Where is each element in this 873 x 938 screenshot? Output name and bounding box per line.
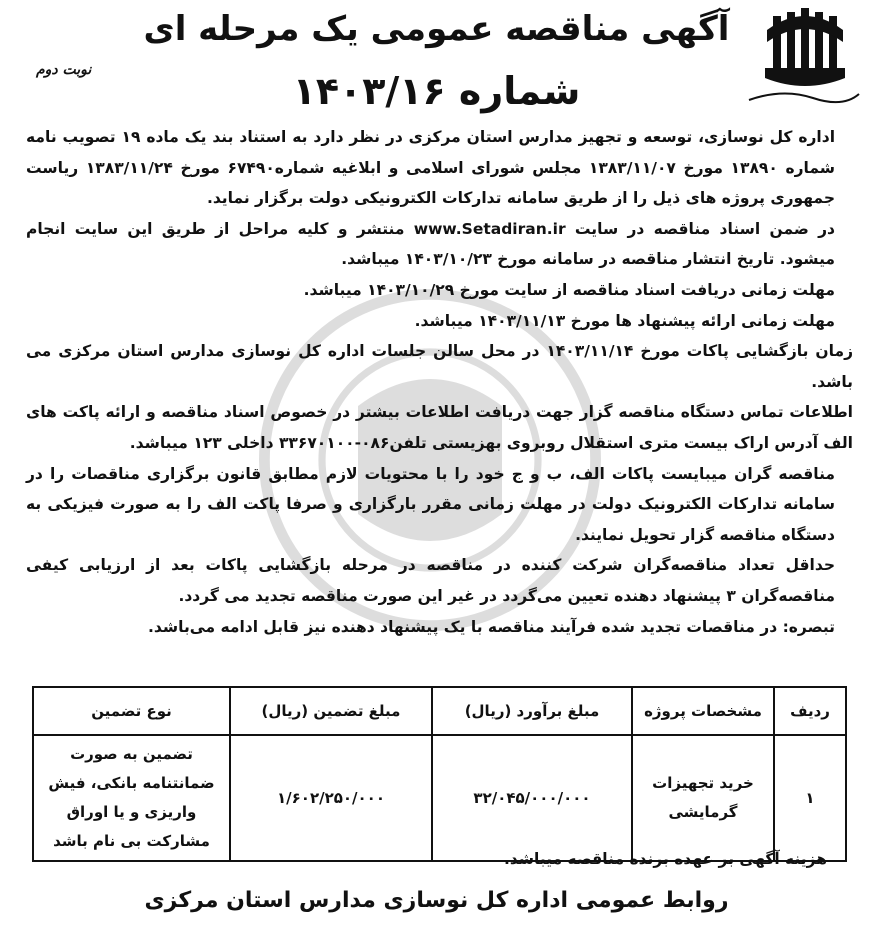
column-header-row-number: ردیف [774,687,846,735]
column-header-project-spec: مشخصات پروژه [632,687,774,735]
column-header-estimate: مبلغ برآورد (ریال) [432,687,632,735]
table-header-row [33,687,846,735]
cell-guarantee-amount: ۱/۶۰۲/۲۵۰/۰۰۰ [230,735,432,861]
notice-body [26,122,853,642]
organization-logo-icon [743,8,863,112]
paragraph-opening-time: زمان بازگشایی پاکات مورخ ۱۴۰۳/۱۱/۱۴ در محل سالن جلسات اداره کل نوسازی مدارس استان مرکزی می باشد. [26,342,853,391]
paragraph-note: تبصره: در مناقصات تجدید شده فرآیند مناقصه با یک پیشنهاد دهنده نیز قابل ادامه می‌باشد. [148,617,835,636]
paragraph-minimum-bidders: حداقل تعداد مناقصه‌گران شرکت کننده در مناقصه در مرحله بازگشایی پاکات بعد از ارزیابی کیفی مناقصه‌گران ۳ پیشنهاد دهنده تعیین می‌گردد در غیر این صورت مناقصه تجدید می گردد. [26,556,835,605]
cell-row-number: ۱ [774,735,846,861]
notice-turn-label: نوبت دوم [36,62,92,78]
cell-project-spec: خرید تجهیزات گرمایشی [632,735,774,861]
table-row [33,735,846,861]
paragraph-contact-info: اطلاعات تماس دستگاه مناقصه گزار جهت دریافت اطلاعات بیشتر در خصوص اسناد مناقصه و ارائه پاکت های الف آدرس اراک بیست متری استقلال روبروی بهزیستی تلفن۰۸۶-۳۳۶۷۰۱۰۰ داخلی ۱۲۳ میباشد. [26,403,853,452]
paragraph-submission: مناقصه گران میبایست پاکات الف، ب و ج خود را با محتویات لازم مطابق قانون برگزاری مناقصات را در سامانه تدارکات الکترونیک دولت در مهلت زمانی مقرر بارگزاری و صرفا پاکت الف را به صورت فیزیکی به دستگاه مناقصه گزار تحویل نمایند. [26,464,835,544]
paragraph-bid-deadline: مهلت زمانی ارائه پیشنهاد ها مورخ ۱۴۰۳/۱۱/۱۳ میباشد. [414,311,835,330]
paragraph-intro: اداره کل نوسازی، توسعه و تجهیز مدارس استان مرکزی در نظر دارد به استناد بند یک ماده ۱۹ تصویب نامه شماره ۱۳۸۹۰ مورخ ۱۳۸۳/۱۱/۰۷ مجلس شورای اسلامی و ابلاغیه شماره۶۷۴۹۰ مورخ ۱۳۸۳/۱۱/۲۴ ریاست جمهوری پروژه های ذیل را از طریق سامانه تدارکات الکترونیکی دولت برگزار نماید. [26,128,836,208]
column-header-guarantee-type: نوع تضمین [33,687,230,735]
paragraph-document-deadline: مهلت زمانی دریافت اسناد مناقصه از سایت مورخ ۱۴۰۳/۱۰/۲۹ میباشد. [303,280,835,299]
column-header-guarantee-amount: مبلغ تضمین (ریال) [230,687,432,735]
tender-number: شماره ۱۴۰۳/۱۶ [292,69,581,113]
cost-note: هزینه آگهی بر عهده برنده مناقصه میباشد. [503,850,827,868]
page-title: آگهی مناقصه عمومی یک مرحله ای [143,9,730,49]
public-relations-signature: روابط عمومی اداره کل نوسازی مدارس استان مرکزی [144,888,729,913]
cell-guarantee-type: تضمین به صورت ضمانتنامه بانکی، فیش واریزی و یا اوراق مشارکت بی نام باشد [33,735,230,861]
cell-estimate: ۳۲/۰۴۵/۰۰۰/۰۰۰ [432,735,632,861]
paragraph-website: در ضمن اسناد مناقصه در سایت www.Setadiran.ir منتشر و کلیه مراحل از طریق این سایت انجام میشود. تاریخ انتشار مناقصه در سامانه مورخ ۱۴۰۳/۱۰/۲۳ میباشد. [26,219,836,269]
tender-table [32,686,847,862]
